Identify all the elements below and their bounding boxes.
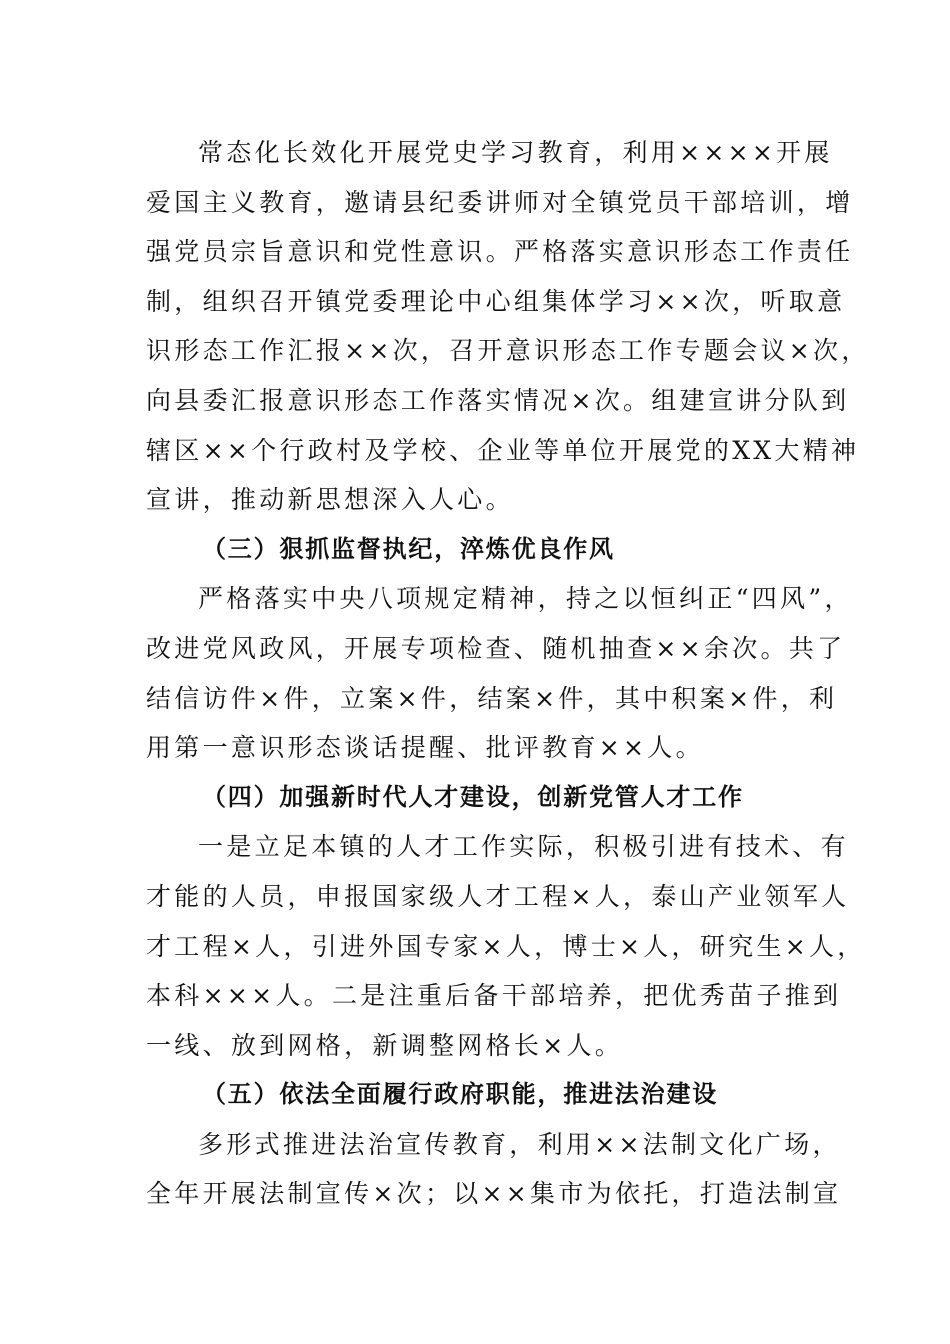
text-line: 制，组织召开镇党委理论中心组集体学习××次，听取意	[146, 286, 846, 316]
section-heading-3: （三）狠抓监督执纪，淬炼优良作风	[202, 534, 615, 563]
text-line: 才能的人员，申报国家级人才工程×人，泰山产业领军人	[146, 881, 850, 911]
text-line: 一是立足本镇的人才工作实际，积极引进有技术、有	[198, 832, 849, 862]
text-line: 全年开展法制宣传×次；以××集市为依托，打造法制宣	[146, 1179, 842, 1209]
section-heading-4: （四）加强新时代人才建设，创新党管人才工作	[202, 782, 744, 811]
text-line: 本科×××人。二是注重后备干部培养，把优秀苗子推到	[146, 981, 842, 1011]
text-line: 识形态工作汇报××次，召开意识形态工作专题会议×次，	[146, 336, 870, 366]
text-line: 爱国主义教育，邀请县纪委讲师对全镇党员干部培训，增	[146, 187, 854, 217]
text-line: 辖区××个行政村及学校、企业等单位开展党的XX大精神	[146, 435, 860, 465]
paragraph-party-history-education	[146, 128, 870, 525]
text-line: 严格落实中央八项规定精神，持之以恒纠正“四风”，	[198, 584, 853, 614]
paragraph-supervision-discipline	[146, 574, 853, 772]
text-line: 强党员宗旨意识和党性意识。严格落实意识形态工作责任	[146, 237, 854, 267]
text-line: 向县委汇报意识形态工作落实情况×次。组建宣讲分队到	[146, 385, 850, 415]
text-line: 多形式推进法治宣传教育，利用××法制文化广场，	[198, 1129, 841, 1159]
text-line: 改进党风政风，开展专项检查、随机抽查××余次。共了	[146, 633, 846, 663]
text-line: 常态化长效化开展党史学习教育，利用××××开展	[198, 138, 833, 167]
text-line: 宣讲，推动新思想深入人心。	[146, 485, 514, 515]
text-line: 才工程×人，引进外国专家×人，博士×人，研究生×人，	[146, 931, 866, 961]
text-line: 结信访件×件，立案×件，结案×件，其中积案×件，利	[146, 683, 838, 713]
section-heading-5: （五）依法全面履行政府职能，推进法治建设	[202, 1080, 718, 1109]
text-line: 一线、放到网格，新调整网格长×人。	[146, 1030, 624, 1060]
text-line: 用第一意识形态谈话提醒、批评教育××人。	[146, 733, 704, 763]
paragraph-talent-work	[146, 822, 866, 1070]
document-page	[146, 128, 870, 1219]
paragraph-rule-of-law	[146, 1120, 842, 1219]
